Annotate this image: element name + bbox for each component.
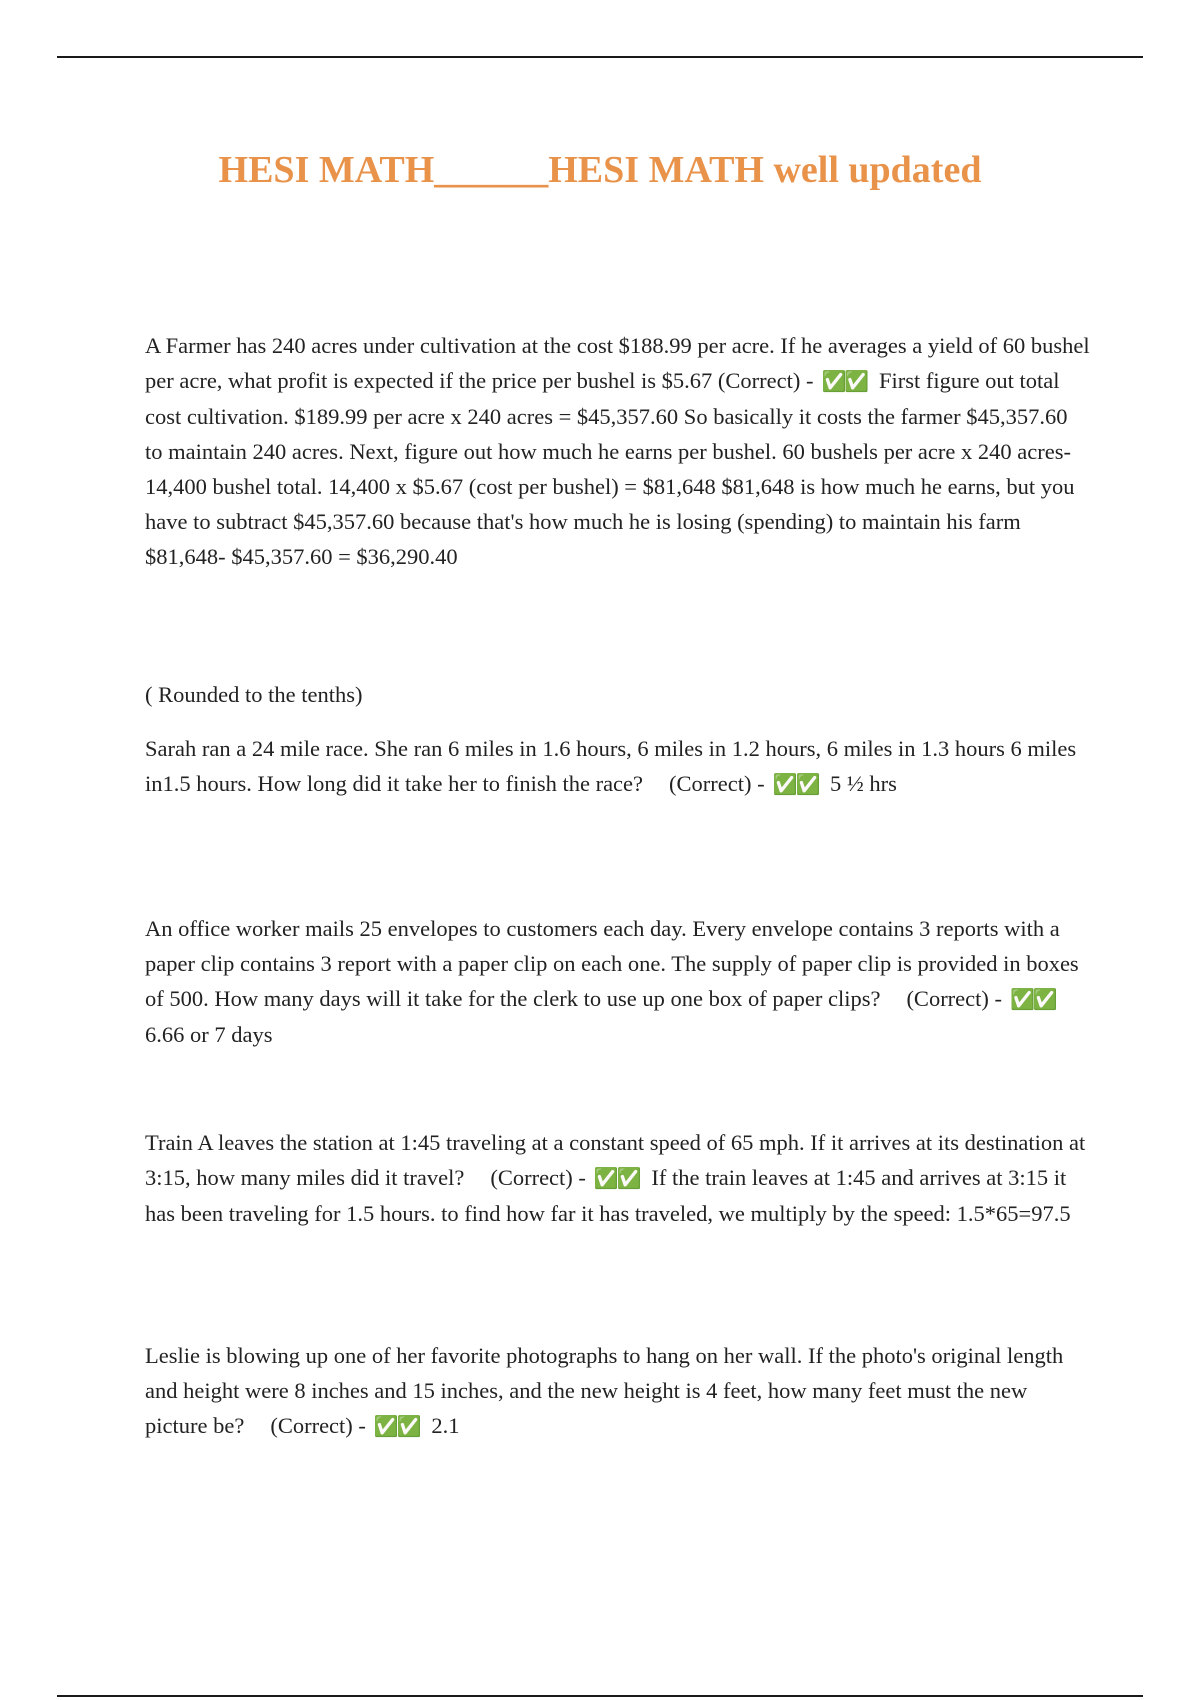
answer-text: 5 ½ hrs bbox=[830, 771, 897, 796]
title-blank: ______ bbox=[434, 149, 549, 191]
question-text: Leslie is blowing up one of her favorite photographs to hang on her wall. If the photo's original length and height were 8 inches and 15 inches, and the new height is 4 feet, how many feet must the new picture be? bbox=[145, 1343, 1064, 1438]
correct-label: (Correct) - bbox=[906, 986, 1003, 1011]
answer-text: 6.66 or 7 days bbox=[145, 1022, 273, 1047]
bottom-rule bbox=[57, 1695, 1143, 1697]
question-text: An office worker mails 25 envelopes to customers each day. Every envelope contains 3 reports with a paper clip contains 3 report with a paper clip on each one. The supply of paper clip is provided in boxes of 500. How many days will it take for the clerk to use up one box of paper clips? bbox=[145, 916, 1079, 1011]
top-rule bbox=[57, 56, 1143, 58]
double-check-icon: ✅✅ bbox=[373, 1414, 420, 1438]
question-block-2 bbox=[145, 731, 1090, 802]
double-check-icon: ✅✅ bbox=[821, 369, 868, 393]
question-block-5 bbox=[145, 1338, 1090, 1444]
question-block-3 bbox=[145, 911, 1090, 1052]
answer-text: If the train leaves at 1:45 and arrives at 3:15 it has been traveling for 1.5 hours. to find how far it has traveled, we multiply by the speed: 1.5*65=97.5 bbox=[145, 1165, 1071, 1226]
question-block-1 bbox=[145, 328, 1090, 574]
page-title bbox=[0, 145, 1200, 195]
correct-label: (Correct) - bbox=[669, 771, 765, 796]
answer-text: 2.1 bbox=[431, 1413, 460, 1438]
question-block-4 bbox=[145, 1125, 1090, 1231]
rounding-note: ( Rounded to the tenths) bbox=[145, 682, 363, 707]
title-part-1: HESI MATH bbox=[218, 149, 435, 191]
double-check-icon: ✅✅ bbox=[593, 1166, 640, 1190]
question-text: A Farmer has 240 acres under cultivation at the cost $188.99 per acre. If he averages a yield of 60 bushel per acre, what profit is expected if the price per bushel is $5.67 bbox=[145, 333, 1090, 393]
correct-label: (Correct) - bbox=[490, 1165, 586, 1190]
double-check-icon: ✅✅ bbox=[772, 772, 819, 796]
question-text: Sarah ran a 24 mile race. She ran 6 miles in 1.6 hours, 6 miles in 1.2 hours, 6 miles in 1.3 hours 6 miles in1.5 hours. How long did it take her to finish the race? bbox=[145, 736, 1077, 796]
title-part-2: HESI MATH well updated bbox=[548, 149, 982, 191]
correct-label: (Correct) - bbox=[717, 368, 814, 393]
question-text: Train A leaves the station at 1:45 traveling at a constant speed of 65 mph. If it arrives at its destination at 3:15, how many miles did it travel? bbox=[145, 1130, 1086, 1190]
correct-label: (Correct) - bbox=[270, 1413, 366, 1438]
answer-text: First figure out total cost cultivation. $189.99 per acre x 240 acres = $45,357.60 So basically it costs the farmer $45,357.60 to maintain 240 acres. Next, figure out how much he earns per bushel. 60 bushels per acre x 240 acres- 14,400 bushel total. 14,400 x $5.67 (cost per bushel) = $81,648 $81,648 is how much he earns, but you have to subtract $45,357.60 because that's how much he is losing (spending) to maintain his farm $81,648- $45,357.60 = $36,290.40 bbox=[145, 368, 1075, 569]
double-check-icon: ✅✅ bbox=[1010, 987, 1056, 1011]
